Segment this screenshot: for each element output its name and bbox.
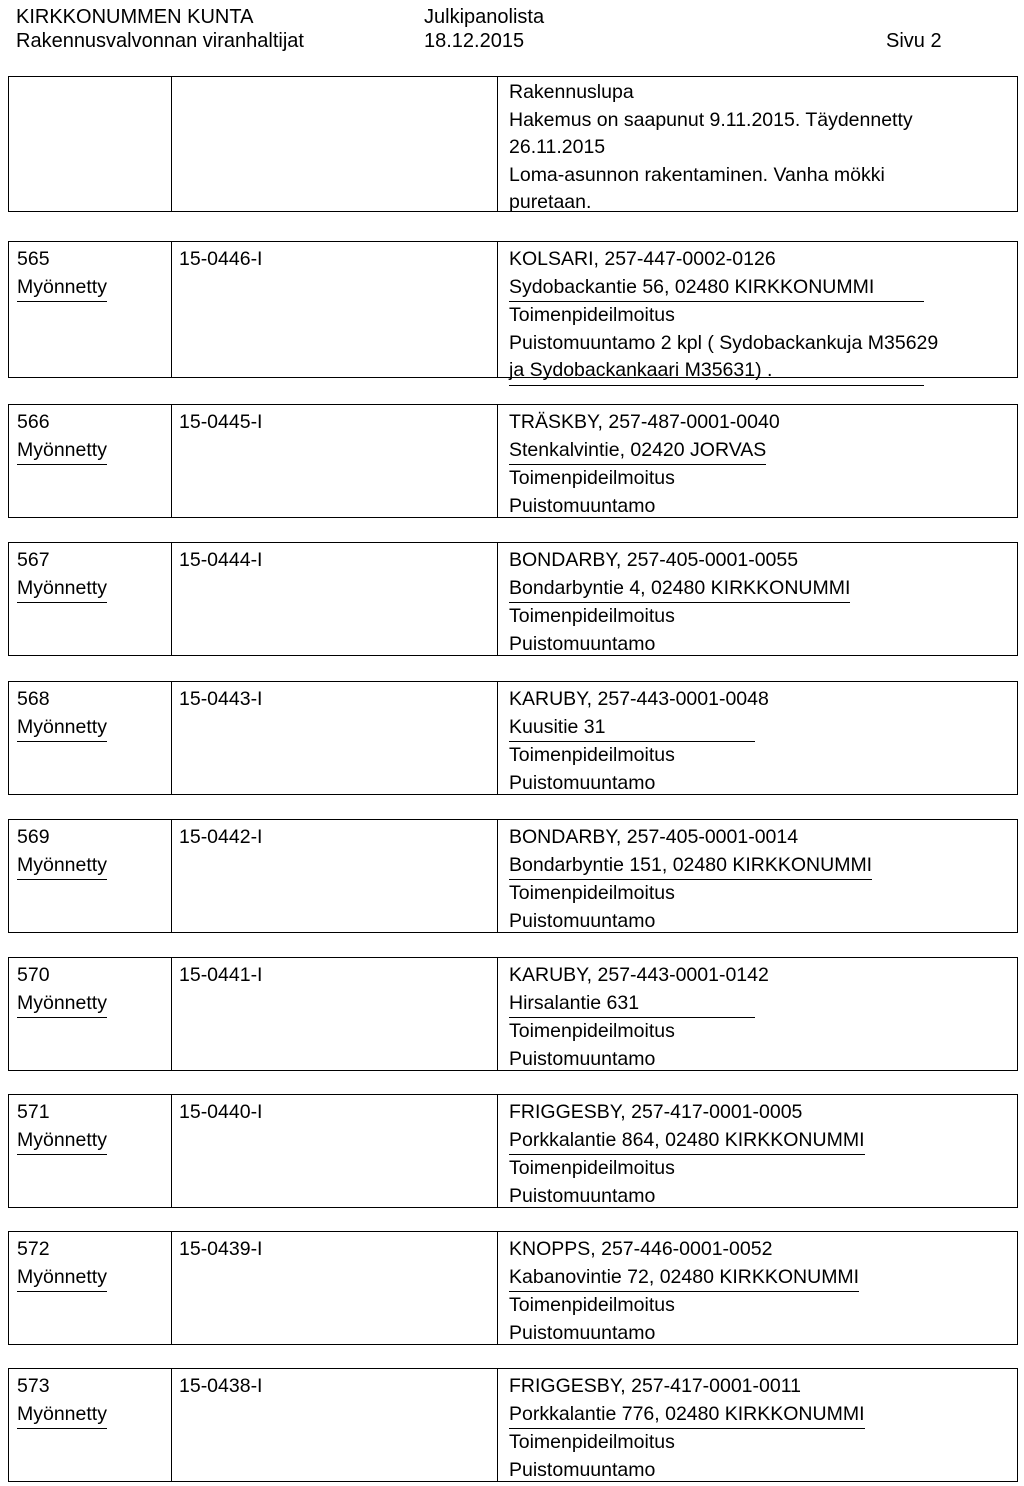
- description: Puistomuuntamo: [509, 632, 656, 655]
- code-cell: [171, 958, 498, 1070]
- permit-type: Toimenpideilmoitus: [509, 1020, 675, 1042]
- description: Puistomuuntamo: [509, 909, 656, 932]
- code-cell: [171, 405, 498, 517]
- record-status: Myönnetty: [17, 274, 107, 303]
- number-status-cell: [9, 405, 172, 517]
- details-cell: [497, 405, 1017, 517]
- permit-record: [8, 542, 1018, 656]
- number-status-cell: [9, 958, 172, 1070]
- record-status: Myönnetty: [17, 714, 107, 743]
- code-cell: [171, 1095, 498, 1207]
- property-id: BONDARBY, 257-405-0001-0014: [509, 826, 799, 848]
- code-cell: [171, 77, 498, 211]
- continuation-record: [8, 76, 1018, 212]
- continuation-line: puretaan.: [509, 191, 592, 213]
- record-number: 567: [17, 549, 50, 571]
- property-id: FRIGGESBY, 257-417-0001-0011: [509, 1375, 801, 1397]
- continuation-line: Hakemus on saapunut 9.11.2015. Täydennetty: [509, 108, 913, 131]
- details-cell: [497, 543, 1017, 655]
- description: Puistomuuntamo: [509, 494, 656, 517]
- permit-record: [8, 1094, 1018, 1208]
- record-status: Myönnetty: [17, 1127, 107, 1156]
- number-status-cell: [9, 1232, 172, 1344]
- permit-code: 15-0441-I: [179, 964, 263, 986]
- details-cell: [497, 1369, 1017, 1481]
- organization-name: KIRKKONUMMEN KUNTA: [16, 6, 254, 28]
- details-cell: [497, 1232, 1017, 1344]
- code-cell: [171, 682, 498, 794]
- number-status-cell: [9, 543, 172, 655]
- record-number: 572: [17, 1238, 50, 1260]
- property-id: KARUBY, 257-443-0001-0048: [509, 688, 769, 710]
- record-number: 571: [17, 1101, 50, 1123]
- property-id: KOLSARI, 257-447-0002-0126: [509, 248, 776, 270]
- permit-type: Toimenpideilmoitus: [509, 744, 675, 766]
- permit-code: 15-0445-I: [179, 411, 263, 433]
- continuation-line: 26.11.2015: [509, 136, 606, 158]
- description: Puistomuuntamo: [509, 1047, 656, 1070]
- permit-type: Toimenpideilmoitus: [509, 882, 675, 904]
- address: Porkkalantie 864, 02480 KIRKKONUMMI: [509, 1127, 865, 1156]
- record-number: 566: [17, 411, 50, 433]
- record-status: Myönnetty: [17, 852, 107, 881]
- continuation-text: [509, 79, 913, 217]
- continuation-line: Loma-asunnon rakentaminen. Vanha mökki: [509, 163, 885, 186]
- record-status: Myönnetty: [17, 990, 107, 1019]
- number-status-cell: [9, 77, 172, 211]
- permit-record: [8, 1368, 1018, 1482]
- record-status: Myönnetty: [17, 575, 107, 604]
- document-date: 18.12.2015: [424, 30, 525, 52]
- permit-record: [8, 404, 1018, 518]
- address: Bondarbyntie 151, 02480 KIRKKONUMMI: [509, 852, 872, 881]
- number-status-cell: [9, 1095, 172, 1207]
- continuation-line: Rakennuslupa: [509, 81, 634, 103]
- record-status: Myönnetty: [17, 1401, 107, 1430]
- record-number: 573: [17, 1375, 50, 1397]
- property-id: TRÄSKBY, 257-487-0001-0040: [509, 411, 780, 433]
- description: Puistomuuntamo: [509, 771, 656, 794]
- record-status: Myönnetty: [17, 437, 107, 466]
- permit-record: [8, 819, 1018, 933]
- details-cell: [497, 77, 1017, 211]
- permit-record: [8, 681, 1018, 795]
- description: Puistomuuntamo: [509, 1458, 656, 1481]
- permit-type: Toimenpideilmoitus: [509, 605, 675, 627]
- address: Bondarbyntie 4, 02480 KIRKKONUMMI: [509, 575, 850, 604]
- description: Puistomuuntamo: [509, 1184, 656, 1207]
- code-cell: [171, 1369, 498, 1481]
- permit-code: 15-0438-I: [179, 1375, 263, 1397]
- permit-record: [8, 1231, 1018, 1345]
- description: Puistomuuntamo 2 kpl ( Sydobackankuja M35629: [509, 331, 939, 354]
- code-cell: [171, 1232, 498, 1344]
- document-title: Julkipanolista: [424, 6, 545, 28]
- record-number: 565: [17, 248, 50, 270]
- description: ja Sydobackankaari M35631) .: [509, 357, 924, 386]
- code-cell: [171, 543, 498, 655]
- address: Kuusitie 31: [509, 714, 755, 743]
- details-cell: [497, 1095, 1017, 1207]
- page-number: Sivu 2: [886, 30, 942, 52]
- details-cell: [497, 958, 1017, 1070]
- permit-code: 15-0444-I: [179, 549, 263, 571]
- record-number: 570: [17, 964, 50, 986]
- property-id: FRIGGESBY, 257-417-0001-0005: [509, 1101, 803, 1123]
- permit-type: Toimenpideilmoitus: [509, 304, 675, 326]
- address: Sydobackantie 56, 02480 KIRKKONUMMI: [509, 274, 924, 303]
- permit-type: Toimenpideilmoitus: [509, 467, 675, 489]
- number-status-cell: [9, 242, 172, 377]
- property-id: KNOPPS, 257-446-0001-0052: [509, 1238, 773, 1260]
- code-cell: [171, 820, 498, 932]
- description: Puistomuuntamo: [509, 1321, 656, 1344]
- number-status-cell: [9, 1369, 172, 1481]
- permit-code: 15-0439-I: [179, 1238, 263, 1260]
- record-status: Myönnetty: [17, 1264, 107, 1293]
- property-id: KARUBY, 257-443-0001-0142: [509, 964, 769, 986]
- permit-type: Toimenpideilmoitus: [509, 1294, 675, 1316]
- record-number: 569: [17, 826, 50, 848]
- address: Stenkalvintie, 02420 JORVAS: [509, 437, 766, 466]
- address: Porkkalantie 776, 02480 KIRKKONUMMI: [509, 1401, 865, 1430]
- details-cell: [497, 820, 1017, 932]
- permit-code: 15-0442-I: [179, 826, 263, 848]
- record-number: 568: [17, 688, 50, 710]
- address: Kabanovintie 72, 02480 KIRKKONUMMI: [509, 1264, 859, 1293]
- address: Hirsalantie 631: [509, 990, 755, 1019]
- code-cell: [171, 242, 498, 377]
- permit-record: [8, 957, 1018, 1071]
- number-status-cell: [9, 820, 172, 932]
- details-cell: [497, 682, 1017, 794]
- permit-code: 15-0446-I: [179, 248, 263, 270]
- property-id: BONDARBY, 257-405-0001-0055: [509, 549, 799, 571]
- permit-type: Toimenpideilmoitus: [509, 1431, 675, 1453]
- permit-code: 15-0440-I: [179, 1101, 263, 1123]
- details-cell: [497, 242, 1017, 381]
- permit-type: Toimenpideilmoitus: [509, 1157, 675, 1179]
- permit-record: [8, 241, 1018, 381]
- number-status-cell: [9, 682, 172, 794]
- department-name: Rakennusvalvonnan viranhaltijat: [16, 30, 304, 52]
- permit-code: 15-0443-I: [179, 688, 263, 710]
